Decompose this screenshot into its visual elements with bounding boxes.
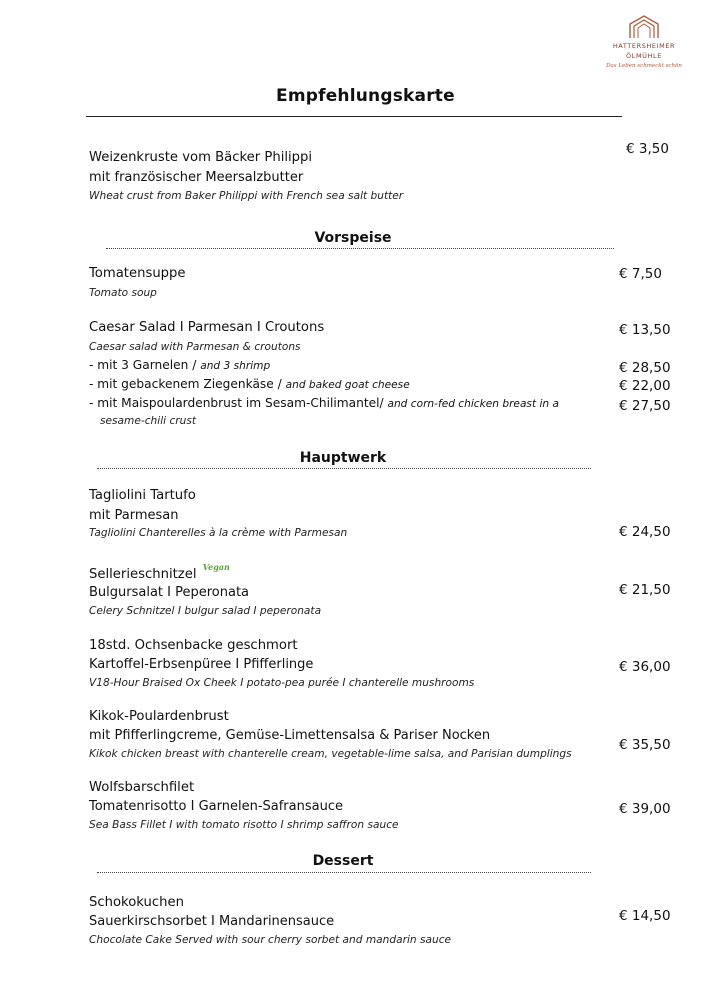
main-item-name: 18std. Ochsenbacke geschmort	[89, 638, 298, 653]
page-title: Empfehlungskarte	[276, 86, 455, 106]
caesar-option	[89, 358, 270, 372]
section-heading-dessert: Dessert	[312, 853, 374, 869]
main-item-name: Tagliolini Tartufo	[89, 488, 196, 503]
main-item-en: Tagliolini Chanterelles à la crème with Parmesan	[89, 527, 348, 539]
dessert-en: Chocolate Cake Served with sour cherry sorbet and mandarin sauce	[89, 934, 452, 946]
caesar-name: Caesar Salad I Parmesan I Croutons	[89, 320, 325, 335]
section-heading-hauptwerk: Hauptwerk	[299, 450, 387, 466]
main-item-en: V18-Hour Braised Ox Cheek I potato-pea purée I chanterelle mushrooms	[89, 677, 475, 689]
main-item-en: Celery Schnitzel I bulgur salad I peperonata	[89, 605, 322, 617]
option-price: € 27,50	[619, 398, 671, 414]
main-item-sub: Bulgursalat I Peperonata	[89, 585, 250, 600]
soup-price: € 7,50	[619, 266, 662, 282]
brand-name-line2: ÖLMÜHLE	[626, 52, 662, 60]
option-en: and baked goat cheese	[285, 379, 410, 391]
brand-logo	[604, 14, 684, 69]
option-en: and 3 shrimp	[200, 360, 271, 372]
section-divider	[97, 872, 591, 873]
section-heading-vorspeise: Vorspeise	[314, 230, 392, 246]
bread-name: Weizenkruste vom Bäcker Philippi	[89, 150, 313, 165]
caesar-option	[89, 377, 410, 391]
dessert-price: € 14,50	[619, 908, 671, 924]
brand-name-line1: HATTERSHEIMER	[612, 42, 676, 50]
bread-en: Wheat crust from Baker Philippi with French sea salt butter	[89, 190, 404, 202]
soup-en: Tomato soup	[89, 287, 157, 299]
main-item-name: Wolfsbarschfilet	[89, 780, 195, 795]
main-item-name: Kikok-Poulardenbrust	[89, 709, 229, 724]
bread-price: € 3,50	[626, 141, 669, 157]
option-en: and corn-fed chicken breast in a	[387, 398, 559, 410]
main-item-sub: Kartoffel-Erbsenpüree I Pfifferlinge	[89, 657, 314, 672]
option-de: - mit gebackenem Ziegenkäse /	[89, 377, 286, 391]
main-item-name-text: Sellerieschnitzel	[89, 567, 197, 582]
caesar-price: € 13,50	[619, 322, 671, 338]
vegan-badge: Vegan	[202, 562, 230, 572]
main-item-en: Sea Bass Fillet I with tomato risotto I shrimp saffron sauce	[89, 819, 399, 831]
caesar-en: Caesar salad with Parmesan & croutons	[89, 341, 301, 353]
dessert-name: Schokokuchen	[89, 895, 184, 910]
main-item-sub: mit Parmesan	[89, 508, 179, 523]
main-item-price: € 39,00	[619, 801, 671, 817]
caesar-option	[89, 396, 559, 410]
dessert-sub: Sauerkirschsorbet I Mandarinensauce	[89, 914, 335, 929]
main-item-sub: mit Pfifferlingcreme, Gemüse-Limettensalsa & Pariser Nocken	[89, 728, 491, 743]
main-item-price: € 21,50	[619, 582, 671, 598]
option-price: € 22,00	[619, 378, 671, 394]
section-divider	[97, 468, 591, 469]
main-item-price: € 24,50	[619, 524, 671, 540]
brand-tagline: Das Leben schmeckt schön	[606, 63, 682, 69]
soup-name: Tomatensuppe	[89, 266, 186, 281]
main-item-en: Kikok chicken breast with chanterelle cream, vegetable-lime salsa, and Parisian dumplings	[89, 748, 572, 760]
bread-sub: mit französischer Meersalzbutter	[89, 170, 304, 185]
title-divider	[86, 116, 622, 117]
main-item-price: € 36,00	[619, 659, 671, 675]
option-en-continued: sesame-chili crust	[100, 415, 197, 427]
main-item-price: € 35,50	[619, 737, 671, 753]
option-de: - mit Maispoulardenbrust im Sesam-Chilimantel/	[89, 396, 388, 410]
option-price: € 28,50	[619, 360, 671, 376]
oil-mill-logo-icon	[626, 14, 662, 40]
option-de: - mit 3 Garnelen /	[89, 358, 201, 372]
section-divider	[106, 248, 614, 249]
main-item-sub: Tomatenrisotto I Garnelen-Safransauce	[89, 799, 343, 814]
main-item-name	[89, 562, 230, 582]
